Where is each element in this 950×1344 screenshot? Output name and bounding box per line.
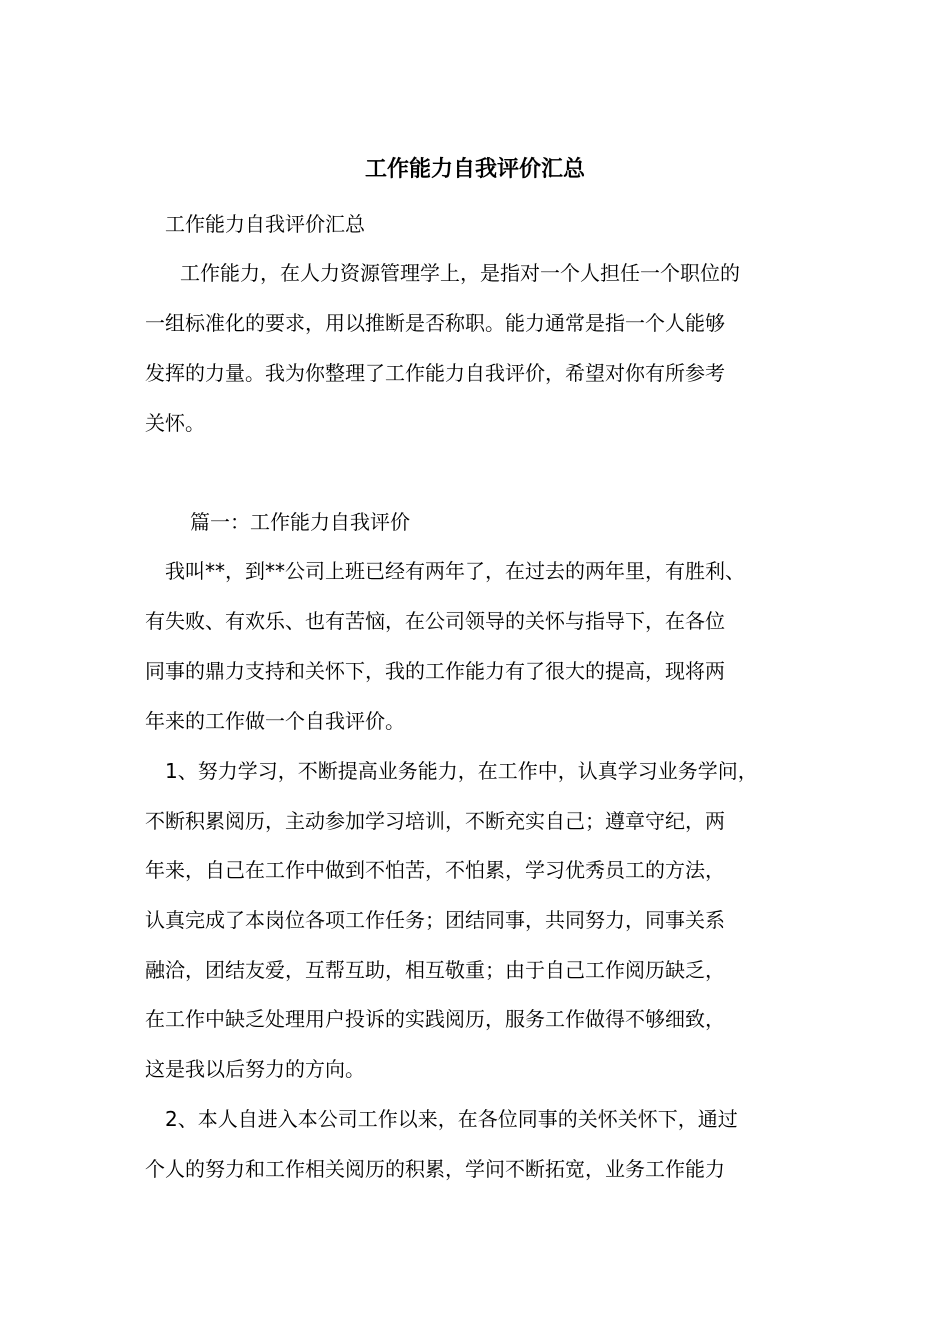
paragraph-line: 认真完成了本岗位各项工作任务；团结同事，共同努力，同事关系 xyxy=(145,908,725,932)
paragraph-line: 有失败、有欢乐、也有苦恼，在公司领导的关怀与指导下，在各位 xyxy=(145,609,725,633)
paragraph-line: 一组标准化的要求，用以推断是否称职。能力通常是指一个人能够 xyxy=(145,311,725,335)
subtitle-line: 工作能力自我评价汇总 xyxy=(165,212,365,236)
paragraph-line: 在工作中缺乏处理用户投诉的实践阅历，服务工作做得不够细致， xyxy=(145,1007,725,1031)
paragraph-line: 同事的鼎力支持和关怀下，我的工作能力有了很大的提高，现将两 xyxy=(145,659,725,683)
list-item-line: 1、努力学习，不断提高业务能力，在工作中，认真学习业务学问， xyxy=(165,759,758,783)
section-heading: 篇一：工作能力自我评价 xyxy=(190,510,410,534)
paragraph-line: 发挥的力量。我为你整理了工作能力自我评价，希望对你有所参考 xyxy=(145,361,725,385)
paragraph-line: 不断积累阅历，主动参加学习培训，不断充实自己；遵章守纪，两 xyxy=(145,809,725,833)
paragraph-line: 我叫**，到**公司上班已经有两年了，在过去的两年里，有胜利、 xyxy=(165,559,745,583)
paragraph-line: 关怀。 xyxy=(145,411,205,435)
document-title: 工作能力自我评价汇总 xyxy=(364,157,585,182)
paragraph-line: 这是我以后努力的方向。 xyxy=(145,1057,365,1081)
paragraph-line: 融洽，团结友爱，互帮互助，相互敬重；由于自己工作阅历缺乏， xyxy=(145,958,725,982)
paragraph-line: 工作能力，在人力资源管理学上，是指对一个人担任一个职位的 xyxy=(180,261,740,285)
paragraph-line: 年来的工作做一个自我评价。 xyxy=(145,709,405,733)
list-item-line: 2、本人自进入本公司工作以来，在各位同事的关怀关怀下，通过 xyxy=(165,1107,738,1131)
paragraph-line: 个人的努力和工作相关阅历的积累，学问不断拓宽，业务工作能力 xyxy=(145,1157,725,1181)
paragraph-line: 年来，自己在工作中做到不怕苦，不怕累，学习优秀员工的方法， xyxy=(145,858,725,882)
